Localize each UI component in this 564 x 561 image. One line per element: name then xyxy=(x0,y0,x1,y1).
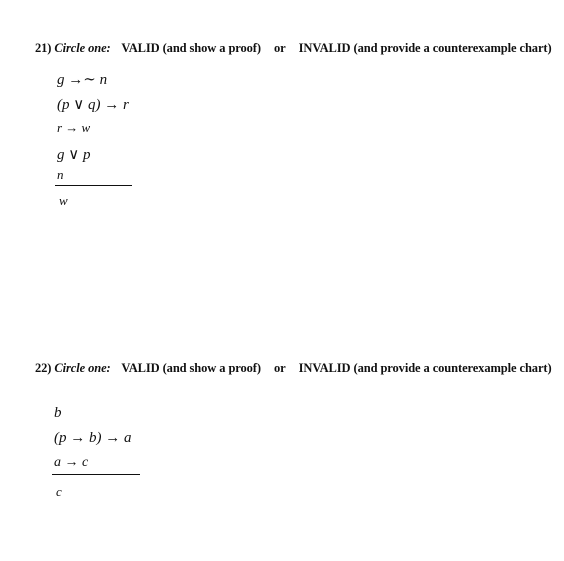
problem-21-heading xyxy=(35,41,552,56)
conclusion: c xyxy=(56,484,62,499)
premise-4: g ∨ p xyxy=(57,147,91,163)
conclusion-rule xyxy=(52,474,140,475)
problem-22-heading xyxy=(35,361,552,376)
problem-number: 21) xyxy=(35,41,52,55)
conclusion: w xyxy=(59,193,68,208)
premise-2: (p → b) → a xyxy=(54,430,132,446)
premise-1: g →∼ n xyxy=(57,72,108,88)
valid-option[interactable]: VALID (and show a proof) xyxy=(121,41,261,55)
premise-2: (p ∨ q) → r xyxy=(57,97,129,113)
premise-5: n xyxy=(57,167,64,182)
premise-1: b xyxy=(54,405,62,421)
invalid-option[interactable]: INVALID (and provide a counterexample chart) xyxy=(298,361,552,375)
conclusion-rule xyxy=(55,185,132,186)
invalid-option[interactable]: INVALID (and provide a counterexample chart) xyxy=(298,41,552,55)
or-word: or xyxy=(273,41,286,55)
valid-option[interactable]: VALID (and show a proof) xyxy=(121,361,261,375)
premise-3: a → c xyxy=(54,455,89,470)
circle-one-label: Circle one: xyxy=(54,361,111,375)
circle-one-label: Circle one: xyxy=(54,41,111,55)
or-word: or xyxy=(273,361,286,375)
premise-3: r → w xyxy=(57,120,91,135)
problem-number: 22) xyxy=(35,361,52,375)
